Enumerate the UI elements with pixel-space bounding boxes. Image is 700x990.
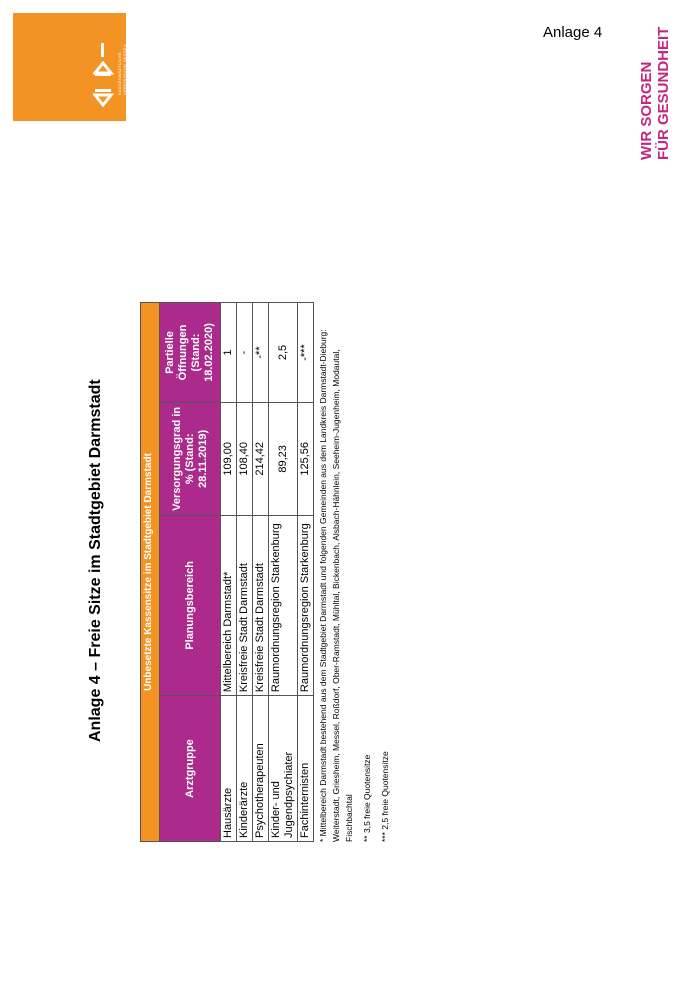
cell-planungsbereich: Kreisfreie Stadt Darmstadt [253,515,269,695]
footnotes [317,302,392,842]
slogan [638,20,692,160]
header-arztgruppe: Arztgruppe [160,696,221,842]
cell-planungsbereich: Raumordnungsregion Starkenburg [269,515,298,695]
cell-planungsbereich: Raumordnungsregion Starkenburg [298,515,314,695]
kv-hessen-logo [13,13,126,121]
header-versorgungsgrad: Versorgungsgrad in % (Stand: 28.11.2019) [160,403,221,516]
cell-versorgungsgrad: 108,40 [237,403,253,516]
cell-planungsbereich: Kreisfreie Stadt Darmstadt [237,515,253,695]
cell-oeffnungen: -*** [298,303,314,403]
table-row [298,303,314,842]
table-row [237,303,253,842]
cell-versorgungsgrad: 89,23 [269,403,298,516]
anlage-label: Anlage 4 [543,24,603,41]
page-title-container [86,379,106,762]
table-row [221,303,237,842]
footnote-2: ** 3,5 freie Quotensitze [362,754,372,842]
table-caption: Unbesetzte Kassensitze im Stadtgebiet Darmstadt [141,303,160,842]
page-title: Anlage 4 – Freie Sitze im Stadtgebiet Darmstadt [87,379,104,742]
cell-versorgungsgrad: 109,00 [221,403,237,516]
free-seats-table-block [140,302,397,842]
cell-arztgruppe: Fachinternisten [298,696,314,842]
slogan-line-2: FÜR GESUNDHEIT [655,26,672,160]
rotated-content [140,302,440,842]
cell-arztgruppe: Kinder- und Jugendpsychiater [269,696,298,842]
footnote-1: * Mittelbereich Darmstadt bestehend aus dem Stadtgebiet Darmstadt und folgenden Gemeinden aus dem Landkreis Darmstadt-Dieburg: Weiterstadt, Griesheim, Messel, Roßdorf, Ober-Ramstadt, Mühltal, Bickenbach, Alsbach-Hähnlein, Seeheim-Jugenheim, Modautal, Fischbachtal [318,329,354,842]
cell-arztgruppe: Hausärzte [221,696,237,842]
slogan-line-1: WIR SORGEN [638,61,655,160]
table-caption-row [141,303,160,842]
cell-versorgungsgrad: 125,56 [298,403,314,516]
cell-oeffnungen: -** [253,303,269,403]
cell-oeffnungen: - [237,303,253,403]
header-oeffnungen: Partielle Öffnungen (Stand: 18.02.2020) [160,303,221,403]
cell-oeffnungen: 2,5 [269,303,298,403]
footnote-3: *** 2,5 freie Quotensitze [380,751,390,842]
cell-versorgungsgrad: 214,42 [253,403,269,516]
table-row [253,303,269,842]
cell-arztgruppe: Psychotherapeuten [253,696,269,842]
table-header-row [160,303,221,842]
cell-oeffnungen: 1 [221,303,237,403]
cell-planungsbereich: Mittelbereich Darmstadt* [221,515,237,695]
header-planungsbereich: Planungsbereich [160,515,221,695]
table-row [269,303,298,842]
logo-text: KASSENÄRZTLICHE VEREINIGUNG HESSEN [117,44,127,95]
kv-logo-mark-icon [93,33,117,111]
free-seats-table [140,302,314,842]
cell-arztgruppe: Kinderärzte [237,696,253,842]
